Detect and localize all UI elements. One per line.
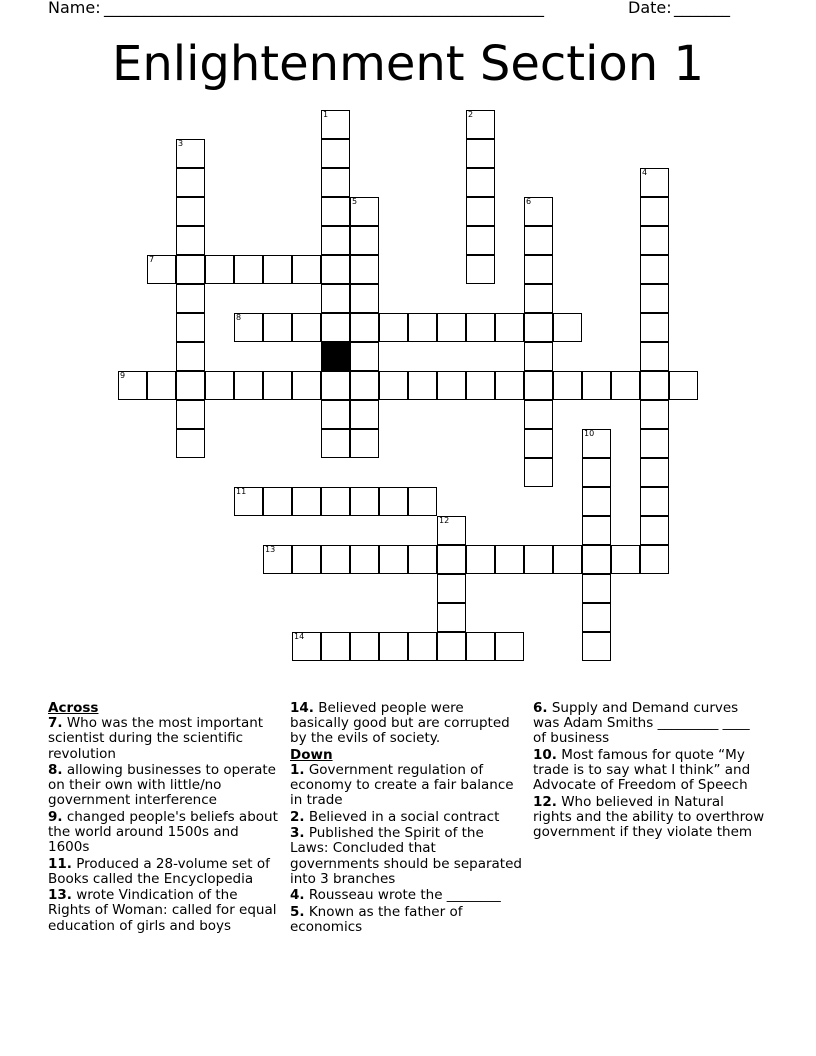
- clue-number: 13: [265, 545, 276, 554]
- grid-cell[interactable]: [234, 487, 263, 516]
- clue: [48, 888, 280, 934]
- grid-cell[interactable]: [611, 371, 640, 400]
- grid-cell[interactable]: [350, 632, 379, 661]
- grid-cell[interactable]: [234, 255, 263, 284]
- grid-cell[interactable]: [263, 545, 292, 574]
- clue: [48, 810, 280, 856]
- clue-number: 5: [352, 197, 358, 206]
- grid-cell[interactable]: [379, 313, 408, 342]
- grid-cell[interactable]: [379, 545, 408, 574]
- clues-column-2: [290, 701, 524, 936]
- grid-cell[interactable]: [321, 313, 350, 342]
- clue: [290, 701, 524, 747]
- clue: [48, 857, 280, 887]
- grid-cell[interactable]: [292, 371, 321, 400]
- grid-cell[interactable]: [640, 226, 669, 255]
- grid-cell[interactable]: [263, 255, 292, 284]
- across-heading: Across: [48, 700, 99, 716]
- grid-cell[interactable]: [466, 545, 495, 574]
- grid-cell[interactable]: [553, 313, 582, 342]
- grid-cell[interactable]: [466, 632, 495, 661]
- grid-cell[interactable]: [524, 458, 553, 487]
- grid-cell[interactable]: [176, 139, 205, 168]
- grid-cell[interactable]: [321, 400, 350, 429]
- clue-number: 8.: [48, 762, 63, 778]
- grid-cell[interactable]: [669, 371, 698, 400]
- clue-number: 3: [178, 139, 184, 148]
- grid-cell[interactable]: [466, 313, 495, 342]
- clue-number: 12.: [533, 793, 557, 810]
- grid-cell[interactable]: [292, 545, 321, 574]
- clue-number: 11: [236, 487, 247, 496]
- clue: [533, 795, 765, 841]
- grid-cell[interactable]: [379, 371, 408, 400]
- grid-cell[interactable]: [640, 458, 669, 487]
- grid-cell[interactable]: [640, 545, 669, 574]
- clue-text: Who was the most important scientist during the scientific revolution: [48, 715, 264, 762]
- clues-column-1: [48, 701, 280, 935]
- name-label: Name:: [48, 0, 101, 17]
- clue: [290, 763, 524, 809]
- down-clue-list: [290, 763, 524, 935]
- grid-cell[interactable]: [582, 603, 611, 632]
- grid-cell[interactable]: [176, 255, 205, 284]
- grid-cell[interactable]: [437, 516, 466, 545]
- grid-cell[interactable]: [321, 226, 350, 255]
- grid-cell[interactable]: [495, 632, 524, 661]
- grid-cell[interactable]: [147, 255, 176, 284]
- grid-cell[interactable]: [466, 197, 495, 226]
- clue-number: 6: [526, 197, 532, 206]
- grid-cell[interactable]: [437, 574, 466, 603]
- grid-cell[interactable]: [176, 342, 205, 371]
- grid-cell[interactable]: [640, 313, 669, 342]
- grid-cell[interactable]: [350, 255, 379, 284]
- grid-cell[interactable]: [524, 284, 553, 313]
- clue-number: 8: [236, 313, 242, 322]
- grid-cell[interactable]: [582, 458, 611, 487]
- clue: [290, 888, 524, 903]
- page-title: Enlightenment Section 1: [111, 36, 704, 92]
- clue-text: Supply and Demand curves was Adam Smiths _________ ____ of business: [533, 700, 750, 747]
- clue-number: 11.: [48, 855, 72, 872]
- grid-cell[interactable]: [408, 545, 437, 574]
- grid-cell[interactable]: [640, 371, 669, 400]
- grid-cell[interactable]: [176, 429, 205, 458]
- grid-cell[interactable]: [640, 168, 669, 197]
- grid-cell[interactable]: [582, 429, 611, 458]
- grid-cell[interactable]: [350, 313, 379, 342]
- clue-number: 10: [584, 429, 595, 438]
- grid-cell[interactable]: [437, 603, 466, 632]
- grid-cell[interactable]: [263, 487, 292, 516]
- black-cell: [321, 342, 350, 371]
- clue-number: 9.: [48, 808, 63, 825]
- clue-number: 4: [642, 168, 648, 177]
- grid-cell[interactable]: [292, 632, 321, 661]
- grid-cell[interactable]: [640, 400, 669, 429]
- grid-cell[interactable]: [176, 284, 205, 313]
- grid-cell[interactable]: [524, 255, 553, 284]
- grid-cell[interactable]: [553, 545, 582, 574]
- clue: [533, 748, 765, 794]
- grid-cell[interactable]: [524, 197, 553, 226]
- clue-text: Published the Spirit of the Laws: Concluded that governments should be separated into 3 branches: [290, 825, 522, 887]
- grid-cell[interactable]: [176, 400, 205, 429]
- grid-cell[interactable]: [350, 371, 379, 400]
- clue-text: changed people's beliefs about the world around 1500s and 1600s: [48, 808, 278, 856]
- grid-cell[interactable]: [292, 313, 321, 342]
- grid-cell[interactable]: [524, 400, 553, 429]
- grid-cell[interactable]: [379, 632, 408, 661]
- grid-cell[interactable]: [350, 429, 379, 458]
- across-clue-list: [48, 716, 280, 934]
- grid-cell[interactable]: [408, 371, 437, 400]
- grid-cell[interactable]: [321, 632, 350, 661]
- grid-cell[interactable]: [321, 168, 350, 197]
- clue: [48, 763, 280, 809]
- grid-cell[interactable]: [292, 487, 321, 516]
- grid-cell[interactable]: [640, 197, 669, 226]
- grid-cell[interactable]: [321, 487, 350, 516]
- clue-number: 2: [468, 110, 474, 119]
- clue-text: allowing businesses to operate on their own with little/no government interference: [48, 762, 276, 809]
- clue-number: 5.: [290, 903, 305, 920]
- clue: [290, 826, 524, 887]
- grid-cell[interactable]: [408, 487, 437, 516]
- grid-cell[interactable]: [292, 255, 321, 284]
- grid-cell[interactable]: [437, 545, 466, 574]
- grid-cell[interactable]: [205, 371, 234, 400]
- grid-cell[interactable]: [495, 371, 524, 400]
- grid-cell[interactable]: [524, 226, 553, 255]
- grid-cell[interactable]: [524, 342, 553, 371]
- grid-cell[interactable]: [437, 371, 466, 400]
- grid-cell[interactable]: [321, 371, 350, 400]
- grid-cell[interactable]: [263, 371, 292, 400]
- grid-cell[interactable]: [466, 226, 495, 255]
- clue-number: 7: [149, 255, 155, 264]
- grid-cell[interactable]: [582, 574, 611, 603]
- clue-text: Rousseau wrote the ________: [304, 887, 501, 904]
- grid-cell[interactable]: [437, 313, 466, 342]
- grid-cell[interactable]: [495, 313, 524, 342]
- grid-cell[interactable]: [234, 313, 263, 342]
- grid-cell[interactable]: [524, 429, 553, 458]
- clue-text: Produced a 28-volume set of Books called the Encyclopedia: [48, 855, 270, 887]
- grid-cell[interactable]: [466, 110, 495, 139]
- clue-number: 7.: [48, 715, 63, 732]
- grid-cell[interactable]: [582, 632, 611, 661]
- grid-cell[interactable]: [524, 371, 553, 400]
- clue-text: Believed in a social contract: [304, 808, 500, 825]
- grid-cell[interactable]: [321, 545, 350, 574]
- grid-cell[interactable]: [176, 197, 205, 226]
- grid-cell[interactable]: [640, 255, 669, 284]
- down-clue-list-continued: [533, 701, 765, 840]
- grid-cell[interactable]: [176, 313, 205, 342]
- across-clue-list-continued: [290, 701, 524, 747]
- date-blank: _______: [674, 0, 730, 17]
- clue-number: 4.: [290, 887, 305, 904]
- clue-number: 3.: [290, 825, 305, 842]
- grid-cell[interactable]: [321, 197, 350, 226]
- clue-number: 14.: [290, 700, 314, 716]
- clue-text: Government regulation of economy to create a fair balance in trade: [290, 762, 514, 809]
- grid-cell[interactable]: [466, 255, 495, 284]
- clue-number: 12: [439, 516, 450, 525]
- grid-cell[interactable]: [553, 371, 582, 400]
- grid-cell[interactable]: [321, 110, 350, 139]
- grid-cell[interactable]: [437, 632, 466, 661]
- grid-cell[interactable]: [524, 313, 553, 342]
- grid-cell[interactable]: [524, 545, 553, 574]
- grid-cell[interactable]: [350, 545, 379, 574]
- clue-number: 2.: [290, 808, 305, 825]
- grid-cell[interactable]: [321, 255, 350, 284]
- grid-cell[interactable]: [350, 487, 379, 516]
- grid-cell[interactable]: [408, 313, 437, 342]
- grid-cell[interactable]: [147, 371, 176, 400]
- grid-cell[interactable]: [466, 168, 495, 197]
- clue-text: Most famous for quote “My trade is to say what I think” and Advocate of Freedom of Speech: [533, 746, 751, 794]
- grid-cell[interactable]: [118, 371, 147, 400]
- grid-cell[interactable]: [640, 429, 669, 458]
- grid-cell[interactable]: [350, 400, 379, 429]
- clue: [48, 716, 280, 762]
- grid-cell[interactable]: [321, 139, 350, 168]
- clue-number: 9: [120, 371, 126, 380]
- grid-cell[interactable]: [640, 342, 669, 371]
- grid-cell[interactable]: [640, 487, 669, 516]
- date-label: Date:: [628, 0, 672, 17]
- grid-cell[interactable]: [379, 487, 408, 516]
- grid-cell[interactable]: [582, 545, 611, 574]
- grid-cell[interactable]: [582, 487, 611, 516]
- grid-cell[interactable]: [350, 226, 379, 255]
- grid-cell[interactable]: [495, 545, 524, 574]
- grid-cell[interactable]: [176, 226, 205, 255]
- clue-number: 1: [323, 110, 329, 119]
- grid-cell[interactable]: [582, 516, 611, 545]
- clue-text: wrote Vindication of the Rights of Woman: called for equal education of girls and boys: [48, 887, 277, 934]
- grid-cell[interactable]: [176, 168, 205, 197]
- grid-cell[interactable]: [205, 255, 234, 284]
- grid-cell[interactable]: [640, 516, 669, 545]
- name-blank: _______________________________________________________: [104, 0, 544, 17]
- grid-cell[interactable]: [263, 313, 292, 342]
- grid-cell[interactable]: [611, 545, 640, 574]
- grid-cell[interactable]: [176, 371, 205, 400]
- clue-text: Believed people were basically good but are corrupted by the evils of society.: [290, 700, 510, 747]
- clue-number: 10.: [533, 746, 557, 763]
- clue-text: Known as the father of economics: [290, 903, 463, 935]
- grid-cell[interactable]: [234, 371, 263, 400]
- clue-number: 14: [294, 632, 305, 641]
- clue-number: 13.: [48, 887, 72, 904]
- grid-cell[interactable]: [350, 342, 379, 371]
- grid-cell[interactable]: [466, 139, 495, 168]
- grid-cell[interactable]: [321, 429, 350, 458]
- grid-cell[interactable]: [321, 284, 350, 313]
- clue-number: 1.: [290, 762, 305, 778]
- clue: [290, 905, 524, 935]
- grid-cell[interactable]: [350, 197, 379, 226]
- grid-cell[interactable]: [466, 371, 495, 400]
- clues-column-3: [533, 701, 765, 841]
- grid-cell[interactable]: [350, 284, 379, 313]
- clue-number: 6.: [533, 700, 548, 716]
- grid-cell[interactable]: [408, 632, 437, 661]
- clue: [290, 810, 524, 825]
- grid-cell[interactable]: [582, 371, 611, 400]
- grid-cell[interactable]: [640, 284, 669, 313]
- clue-text: Who believed in Natural rights and the ability to overthrow government if they violate them: [533, 793, 765, 840]
- clue: [533, 701, 765, 747]
- down-heading: Down: [290, 746, 333, 763]
